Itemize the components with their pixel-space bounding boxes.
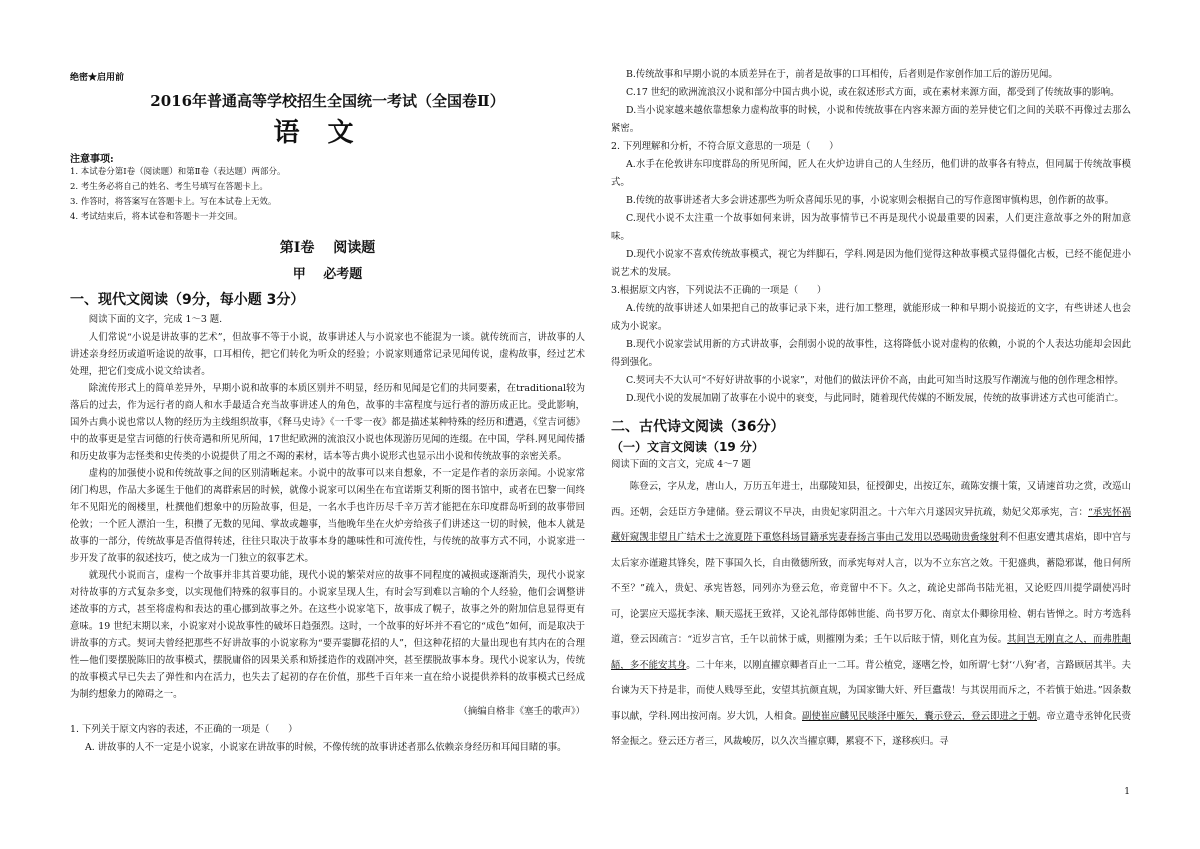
underlined-sentence: “承宪怀祸藏奸窥觊非望且广结术士之流夏陛下重悠科场冒籍承宪妻春扬言事由己发用以恐喝勋贵夤缘射 <box>611 506 1131 543</box>
classical-text: 。帝立遣寺丞钟化民赍帑金振之。登云还方者三，风裁峻厉，以久次当擢京卿，累寝不下，遂移疾归。寻 <box>611 710 1131 747</box>
question-2-stem: 2. 下列理解和分析，不符合原文意思的一项是（ ） <box>611 141 839 152</box>
classical-intro: 阅读下面的文言文，完成 4～7 题 <box>611 459 751 470</box>
question-1-option-b: B.传统故事和早期小说的本质差异在于，前者是故事的口耳相传，后者则是作家创作加工后的游历见闻。 <box>626 69 1058 80</box>
question-2-option-b: B.传统的故事讲述者大多会讲述那些为听众喜闻乐见的事，小说家则会根据自己的写作意图审慎构思，创作新的故事。 <box>626 195 1115 206</box>
reading-paragraph: 人们常说“小说是讲故事的艺术”，但故事不等于小说，故事讲述人与小说家也不能混为一谈。就传统而言，讲故事的人讲述亲身经历或道听途说的故事，口耳相传，把它们转化为听众的经验；小说家则通常记录见闻传说，虚构故事，经过艺术处理，把它们变成小说文给读者。 <box>70 332 585 378</box>
notice-item: 4. 考试结束后，将本试卷和答题卡一并交回。 <box>70 212 243 222</box>
question-3-option-a: A.传统的故事讲述人如果把自己的故事记录下来，进行加工整理，就能形成一种和早期小说接近的文字，有些讲述人也会成为小说家。 <box>611 303 1131 332</box>
notice-item: 2. 考生务必将自己的姓名、考生号填写在答题卡上。 <box>70 182 268 192</box>
reading-paragraph: 虚构的加强使小说和传统故事之间的区别清晰起来。小说中的故事可以来自想象，不一定是作者的亲历亲闻。小说家常闭门构思，作品大多诞生于他们的离群索居的时候，就像小说家可以闲坐在布宜诺斯艾利斯的图书馆中，或者在巴黎一间终年不见阳光的阁楼里，杜撰他们想象中的历险故事，但是，一名水手也许历尽千辛万苦才能把在东印度群岛听到的故事带回伦敦；一个匠人漂泊一生，积攒了无数的见闻、掌故或趣事，当他晚年坐在火炉旁给孩子们讲述这一切的时候，他本人就是故事的一部分，传统故事是否值得转述，往往只取决于故事本身的趣味性和可流传性，与传统的故事方式不同，小说家进一步开发了故事的叙述技巧，使之成为一门独立的叙事艺术。 <box>70 468 585 565</box>
classical-text: 陈登云，字从龙，唐山人，万历五年进士，出鄢陵知县，征授御史，出按辽东，疏陈安攘十策，又请速首功之赏，改巡山西。还朝，会廷臣方争建储。登云谓议不早决，由贵妃家阴沮之。十六年六月遂因灾异抗疏，劾妃父郑承宪，言： <box>611 481 1131 518</box>
question-1-option-a: A. 讲故事的人不一定是小说家，小说家在讲故事的时候，不像传统的故事讲述者那么依赖亲身经历和耳闻目睹的事。 <box>85 742 567 754</box>
question-2-option-d: D.现代小说家不喜欢传统故事模式，视它为绊脚石，学科.网是因为他们觉得这种故事模式显得僵化古板，已经不能促进小说艺术的发展。 <box>611 249 1131 278</box>
left-column <box>70 66 585 757</box>
reading-paragraph: 除流传形式上的简单差异外，早期小说和故事的本质区别并不明显，经历和见闻是它们的共同要素，在traditional较为落后的过去，作为远行者的商人和水手最适合充当故事讲述人的角色，故事的丰富程度与远行者的游历成正比。受此影响，国外古典小说也常以人物的经历为主线组织故事，《释马史诗》《一千零一夜》都是描述某种特殊的经历和遭遇，《堂吉诃德》中的故事更是堂吉诃德的行侠奇遇和所见所闻，17世纪欧洲的流浪汉小说也体现游历见闻的连缀。在中国，学科.网见闻传播和历史故事为志怪类和史传类的小说提供了用之不竭的素材，话本等古典小说形式也显示出小说和传统故事的亲密关系。 <box>70 383 585 463</box>
subject-title: 语文 <box>273 118 382 148</box>
question-1-option-c: C.17 世纪的欧洲流浪汉小说和部分中国古典小说，或在叙述形式方面，或在素材来源方面，都受到了传统故事的影响。 <box>626 87 1120 98</box>
page-number: 1 <box>1124 787 1130 797</box>
question-3-option-d: D.现代小说的发展加剧了故事在小说中的衰变，与此同时，随着现代传媒的不断发展，传统的故事讲述方式也可能消亡。 <box>626 393 1124 404</box>
right-column <box>611 66 1131 755</box>
question-1-stem: 1. 下列关于原文内容的表述，不正确的一项是（ ） <box>70 724 298 736</box>
question-2-option-a: A.水手在伦敦讲东印度群岛的所见所闻，匠人在火炉边讲自己的人生经历，他们讲的故事各有特点，但同属于传统故事模式。 <box>611 159 1131 188</box>
section-heading: 二、古代诗文阅读（36分） <box>611 419 785 435</box>
subsection-heading: （一）文言文阅读（19 分） <box>611 440 764 454</box>
underlined-sentence: 副使崔应麟见民啖泽中雁矢，囊示登云，登云即进之于朝 <box>802 710 1038 722</box>
notice-item: 3. 作答时，将答案写在答题卡上。写在本试卷上无效。 <box>70 197 277 207</box>
underlined-sentence: 其间岂无刚直之人，而弗胜龃龉，多不能安其身 <box>611 634 1131 671</box>
classical-passage <box>611 474 1131 755</box>
notice-title: 注意事项: <box>70 154 114 165</box>
reading-paragraph: 就现代小说而言，虚构一个故事并非其首要功能，现代小说的繁荣对应的故事不同程度的减损或逐渐消失，现代小说家对待故事的方式复杂多变，以实现他们特殊的叙事目的。小说家呈现人生，有时会写到难以言喻的个人经验，他们会调整讲述故事的方式，甚至将虚构和表达的重心挪到故事之外。在这些小说家笔下，故事成了幌子，故事之外的附加信息显得更有意味。19 世纪末期以来，小说家对小说故事性的破坏日趋强烈。这时，一个故事的好坏并不看它的“成色”如何，而是取决于讲故事的方式。契诃夫曾经把那些不好讲故事的小说家称为“要弄霎脚花招的人”，但这种花招的大量出现也有其内在的合理性—他们要摆脱陈旧的故事模式，摆脱庸俗的因果关系和矫揉造作的戏剧冲突，甚至摆脱故事本身。现代小说家认为，传统的故事模式早已失去了弹性和内在活力，也失去了起初的存在价值，那些千百年来一直在给小说提供养料的故事模式已经成为制约想象力的障碍之一。 <box>70 570 585 701</box>
source-citation: （摘编自格非《塞壬的歌声》） <box>458 706 585 718</box>
secret-mark: 绝密★启用前 <box>70 73 125 83</box>
question-3-option-b: B.现代小说家尝试用新的方式讲故事，会削弱小说的故事性，这将降低小说对虚构的依赖，小说的个人表达功能却会因此得到强化。 <box>611 339 1131 368</box>
question-3-stem: 3.根据原文内容，下列说法不正确的一项是（ ） <box>611 285 827 296</box>
reading-intro: 阅读下面的文字，完成 1～3 题. <box>88 314 223 325</box>
classical-text: 。二十年来，以刚直擢京卿者百止一二耳。背公植党，逐嗜乞怜，如所谓‘七豺’‘八狗’者，言路顾居其半。夫台谏为天下持是非，而使人贱辱至此，安望其抗颜直规，为国家锄大奸、歼巨蠹哉！与其误用而斥之，不若慎于始进。”因条数事以献，学科.网出按河南。岁大饥，人相食。 <box>611 659 1131 722</box>
notice-item: 1. 本试卷分第Ⅰ卷（阅读题）和第Ⅱ卷（表达题）两部分。 <box>70 167 286 177</box>
question-3-option-c: C.契诃夫不大认可“不好好讲故事的小说家”，对他们的做法评价不高，由此可知当时这股写作潮流与他的创作理念相悖。 <box>626 375 1124 386</box>
required-title: 甲 必考题 <box>292 267 363 282</box>
volume-title: 第Ⅰ卷 阅读题 <box>279 240 376 256</box>
classical-text: 利不但惠安遭其虐焰，即中宫与太后家亦谨避其锋矣，陛下事国久长，自由徵德所致，而承宪每对人言，以为不立东宫之效。干犯盛典，蓄隐邪谋，他日何所不至？”疏入，贵妃、承宪皆怒，同列亦为登云危，帝竟留中不下。久之，疏论史部尚书陆光祖，又论贬四川提学副使冯时可，论罢应天巡抚李涞、顺天巡抚王致祥，又论礼部侍郎韩世能、尚书罗万化、南京太仆卿徐用检、朝右皆惮之。时方考选科道，登云因疏言：“近岁言官，壬午以前怵于威，则摧刚为柔；壬午以后眩于情，则化直为佞。 <box>611 532 1131 645</box>
section-heading: 一、现代文阅读（9分，每小题 3分） <box>70 292 305 308</box>
question-2-option-c: C.现代小说不太注重一个故事如何来讲，因为故事情节已不再是现代小说最重要的因素，人们更注意故事之外的附加意味。 <box>611 213 1131 242</box>
question-1-option-d: D.当小说家越来越依靠想象力虚构故事的时候，小说和传统故事在内容来源方面的差异使它们之间的关联不再像过去那么紧密。 <box>611 105 1131 134</box>
exam-title: 2016年普通高等学校招生全国统一考试（全国卷Ⅱ） <box>150 92 505 110</box>
